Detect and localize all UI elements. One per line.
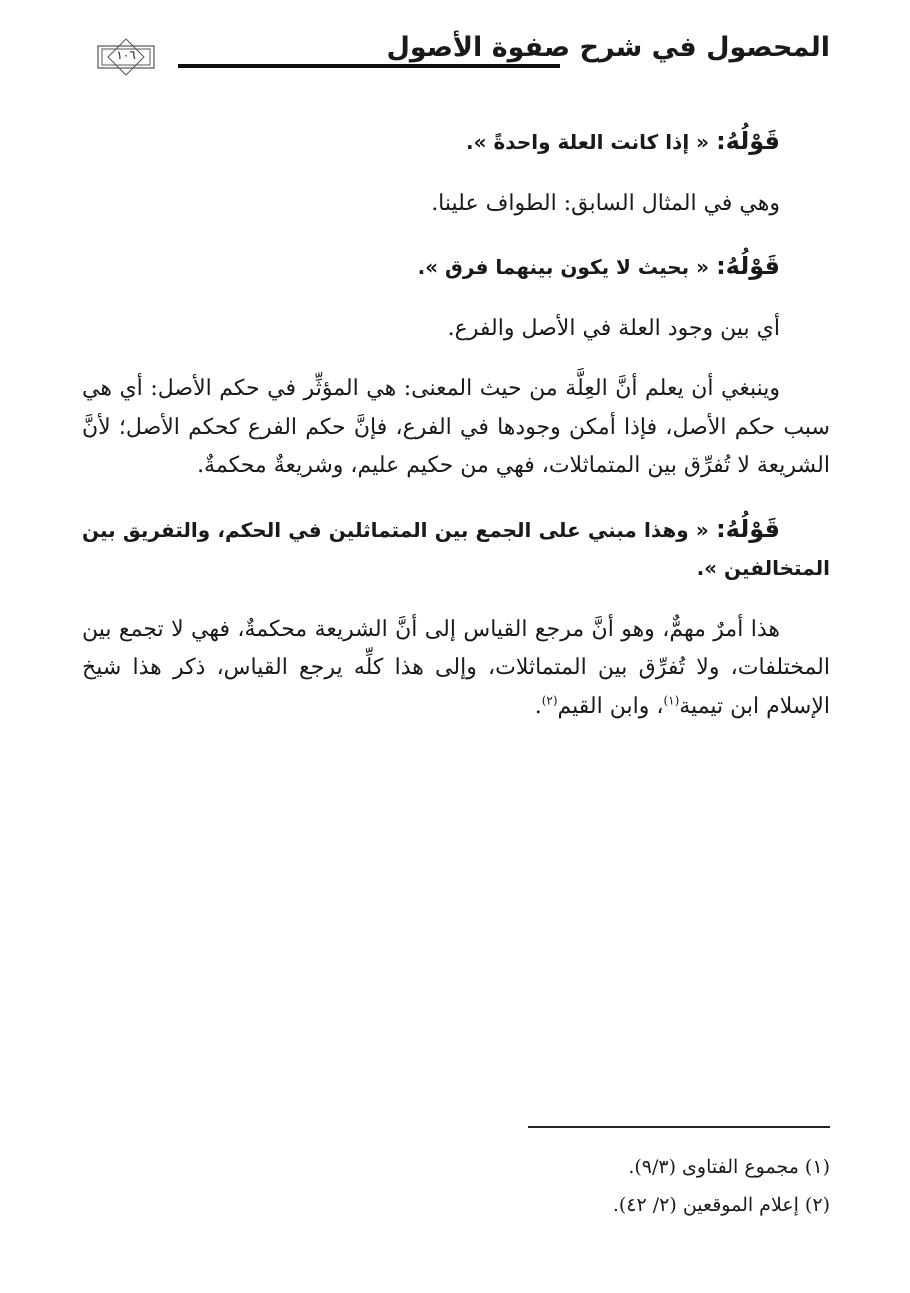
explanation-paragraph: وهي في المثال السابق: الطواف علينا. (431, 190, 780, 216)
explanation-paragraph (82, 611, 830, 727)
footnotes (82, 1148, 830, 1224)
paragraph-text: . (534, 693, 542, 719)
page-header (90, 28, 830, 78)
book-title: المحصول في شرح صفوة الأصول (386, 32, 830, 63)
page-body (82, 120, 830, 748)
page-number: ١٠٦ (116, 48, 136, 62)
footnote-item: (١) مجموع الفتاوى (٩/٣). (628, 1156, 830, 1178)
header-divider (178, 64, 560, 68)
quoted-text: « بحيث لا يكون بينهما فرق ». (417, 255, 710, 279)
qawl-label: قَوْلُهُ: (716, 127, 780, 155)
quoted-text: « وهذا مبني على الجمع بين المتماثلين في الحكم، والتفريق بين المتخالفين ». (82, 517, 830, 580)
footnote-divider (528, 1126, 830, 1128)
paragraph-text: هذا أمرٌ مهمٌّ، وهو أنَّ مرجع القياس إلى أنَّ الشريعة محكمةٌ، فهي لا تجمع بين المختلفات، ولا تُفرِّق بين المتماثلات، وإلى هذا كلِّه يرجع القياس، ذكر هذا شيخ الإسلام ابن تيمية (82, 616, 830, 719)
quoted-text: « إذا كانت العلة واحدةً ». (466, 130, 710, 154)
explanation-paragraph: أي بين وجود العلة في الأصل والفرع. (447, 315, 780, 341)
qawl-label: قَوْلُهُ: (716, 252, 780, 280)
paragraph-text: ، وابن القيم (557, 693, 664, 719)
qawl-paragraph (82, 508, 830, 589)
footnote-ref-2[interactable]: (٢) (541, 693, 558, 708)
qawl-paragraph (82, 120, 830, 163)
footnote-ref-1[interactable]: (١) (663, 693, 680, 708)
qawl-label: قَوْلُهُ: (716, 514, 780, 543)
qawl-paragraph (82, 245, 830, 288)
explanation-paragraph: وينبغي أن يعلم أنَّ العِلَّة من حيث المعنى: هي المؤثِّر في حكم الأصل: أي هي سبب حكم الأصل، فإذا أمكن وجودها في الفرع، فإنَّ حكم الفرع كحكم الأصل؛ لأنَّ الشريعة لا تُفرِّق بين المتماثلات، فهي من حكيم عليم، وشريعةٌ محكمةٌ. (82, 376, 830, 478)
footnote-item: (٢) إعلام الموقعين (٢/ ٤٢). (612, 1194, 830, 1216)
page-number-badge (96, 38, 156, 76)
